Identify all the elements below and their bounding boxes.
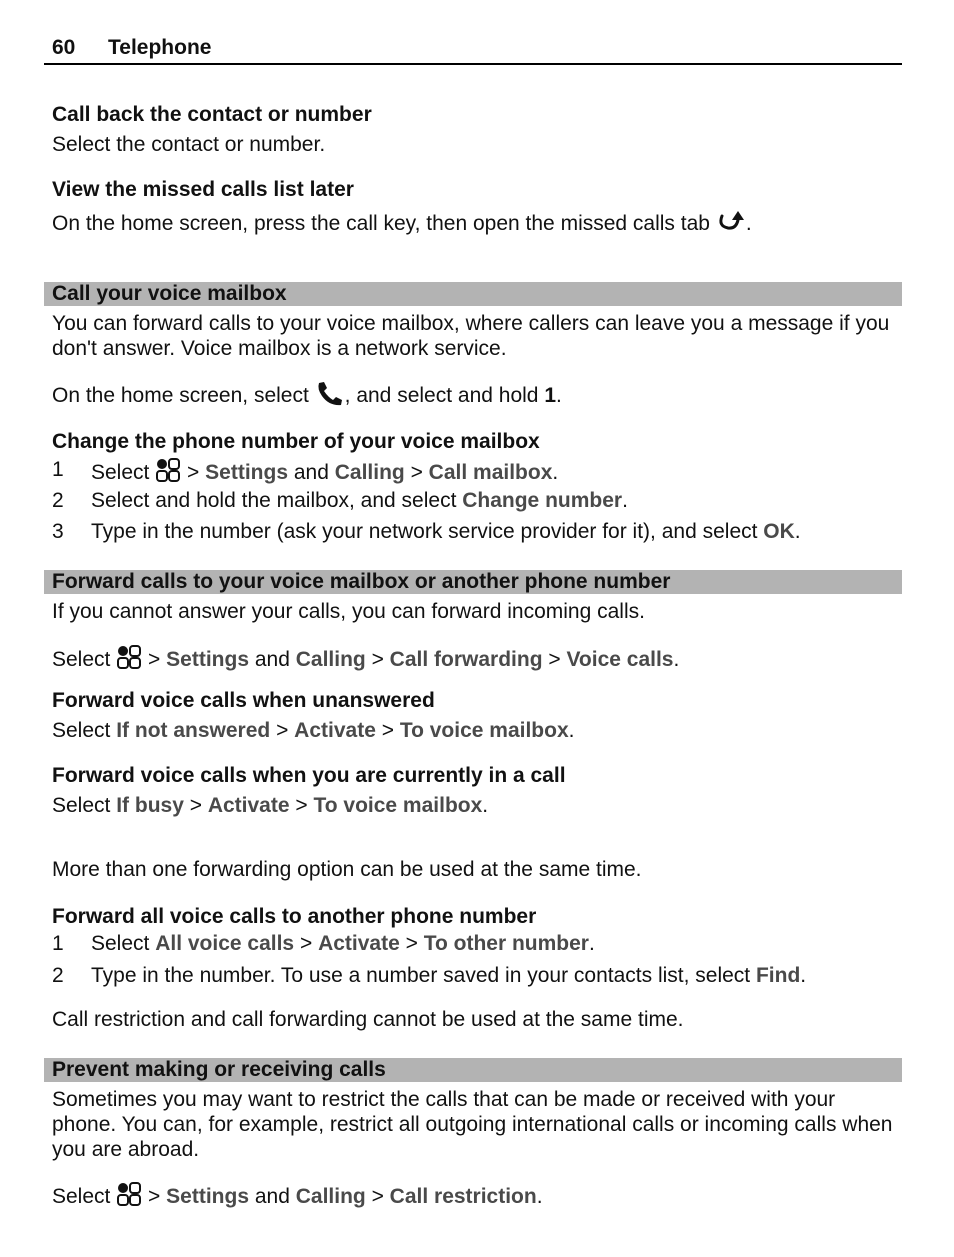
menu-grid-icon (116, 644, 142, 676)
menu-grid-icon (116, 1181, 142, 1213)
unanswered-heading: Forward voice calls when unanswered (52, 689, 435, 712)
missed-calls-sentence: On the home screen, press the call key, then open the missed calls tab (52, 212, 710, 235)
chapter-title: Telephone (108, 36, 212, 59)
section-forward-calls (44, 570, 902, 594)
missed-calls-text: On the home screen, press the call key, then open the missed calls tab . (52, 208, 902, 240)
forward-select-line: Select > Settings and Calling > Call forwarding > Voice calls. (52, 644, 902, 676)
missed-calls-icon (716, 208, 746, 240)
unanswered-text: Select If not answered > Activate > To voice mailbox. (52, 719, 575, 742)
restriction-note: Call restriction and call forwarding cannot be used at the same time. (52, 1008, 684, 1031)
change-number-heading: Change the phone number of your voice mailbox (52, 430, 540, 453)
voice-mailbox-home: On the home screen, select , and select and hold 1. (52, 380, 902, 412)
section-title: Call your voice mailbox (52, 282, 287, 305)
forward-para: If you cannot answer your calls, you can forward incoming calls. (52, 600, 645, 623)
voice-mailbox-para: You can forward calls to your voice mailbox, where callers can leave you a message if you don't answer. Voice mailbox is a network service. (52, 312, 890, 360)
busy-text: Select If busy > Activate > To voice mailbox. (52, 794, 489, 817)
section-prevent-calls (44, 1058, 902, 1082)
forward-note: More than one forwarding option can be used at the same time. (52, 858, 642, 881)
call-back-text: Select the contact or number. (52, 133, 326, 156)
prevent-para: Sometimes you may want to restrict the calls that can be made or received with your phone. You can, for example, restrict all outgoing international calls or incoming calls when you are abroad. (52, 1088, 893, 1161)
section-title: Forward calls to your voice mailbox or another phone number (52, 570, 671, 593)
prevent-select-line: Select > Settings and Calling > Call restriction. (52, 1181, 902, 1213)
missed-calls-heading: View the missed calls list later (52, 178, 354, 201)
phone-icon (315, 380, 345, 412)
call-back-heading: Call back the contact or number (52, 103, 372, 126)
page-number: 60 (52, 36, 76, 59)
section-title: Prevent making or receiving calls (52, 1058, 386, 1081)
busy-heading: Forward voice calls when you are currently in a call (52, 764, 566, 787)
menu-grid-icon (155, 457, 181, 489)
forward-all-heading: Forward all voice calls to another phone number (52, 905, 537, 928)
section-voice-mailbox (44, 282, 902, 306)
page-header (44, 36, 902, 65)
